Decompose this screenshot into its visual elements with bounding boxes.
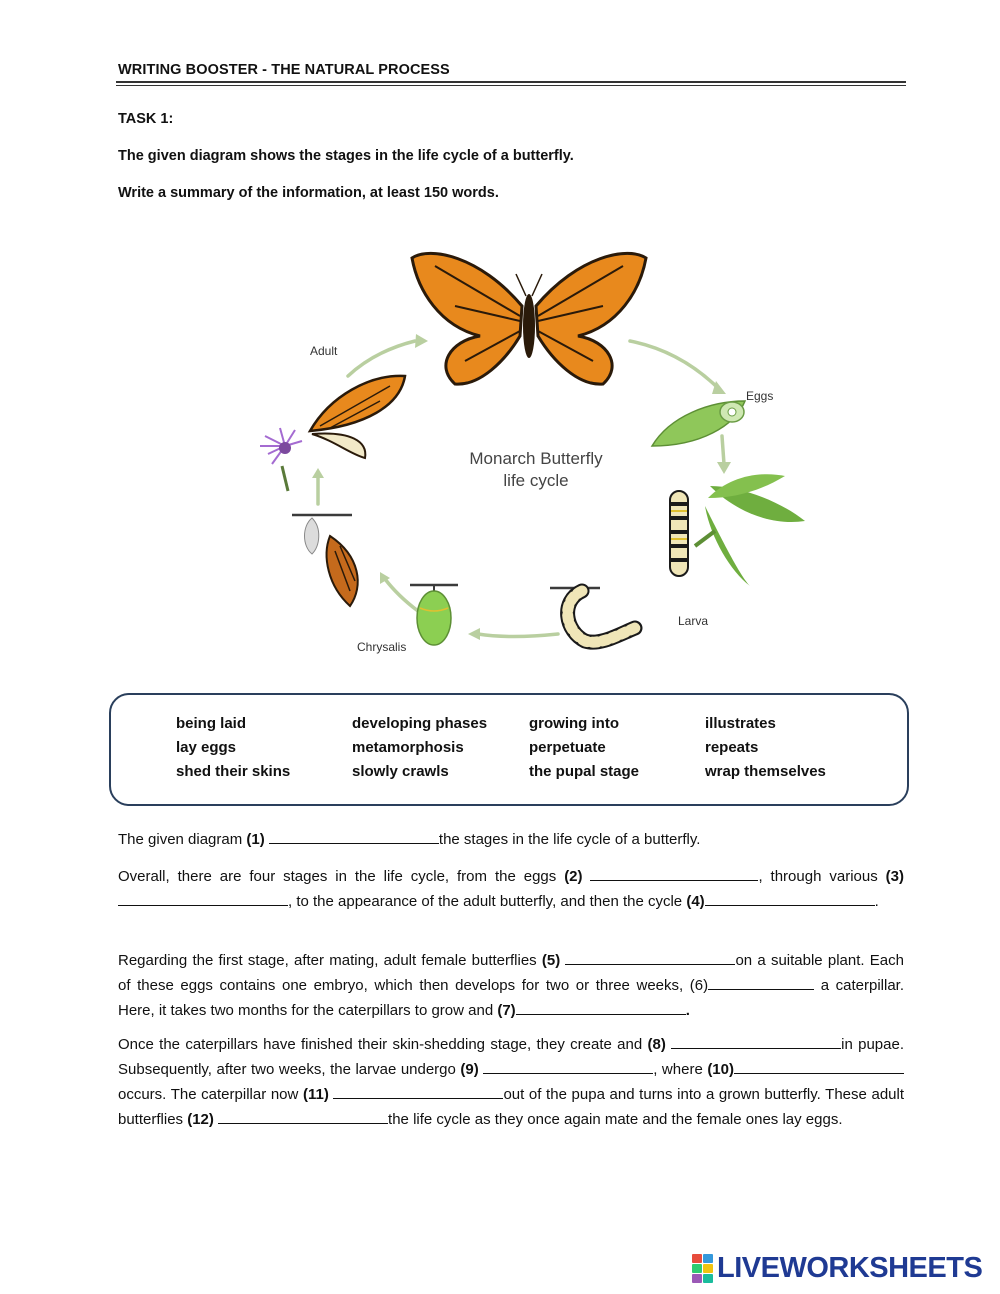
blank-number-7: (7) [497,1002,516,1019]
paragraph-4 [118,1032,904,1132]
label-larva: Larva [678,614,709,628]
blank-number-4: (4) [686,893,705,910]
cycle-arrow-adult-to-top [348,341,415,376]
paragraph-text: in pupae. Subsequently, after two weeks, the larvae undergo [118,1036,905,1078]
logo-blocks-icon [692,1254,714,1282]
word-bank-item: perpetuate [529,739,606,756]
word-bank-item: developing phases [352,715,488,732]
answer-blank-12[interactable] [218,1107,388,1124]
answer-blank-5[interactable] [565,948,735,965]
blank-number-5: (5) [541,952,566,969]
blank-number-11: (11) [302,1086,334,1103]
word-bank-item: the pupal stage [529,763,640,780]
blank-number-3: (3) [885,868,904,885]
answer-blank-8[interactable] [671,1032,841,1049]
word-bank-item: illustrates [705,715,776,732]
word-bank-item: slowly crawls [352,763,449,780]
label-adult: Adult [310,344,338,358]
diagram-title-line-1: Monarch Butterfly [469,449,603,468]
paragraph-text: a caterpillar. Here, it takes two months for the caterpillars to grow and [118,977,905,1019]
paragraph-text: Regarding the first stage, after mating, adult female butterflies [118,952,542,969]
task-label: TASK 1: [118,111,174,127]
answer-blank-3[interactable] [118,889,288,906]
adult-on-flower-illustration [260,376,405,491]
blank-number-12: (12) [187,1111,219,1128]
cycle-arrow-eggs-to-larva [722,436,724,464]
blank-number-8: (8) [647,1036,672,1053]
adult-butterfly-illustration [412,253,646,384]
label-eggs: Eggs [746,389,774,403]
answer-blank-6[interactable] [708,973,814,990]
paragraph-text: Overall, there are four stages in the life cycle, from the eggs [118,868,565,885]
paragraph-text: out of the pupa and turns into a grown butterfly. These adult butterflies [118,1086,905,1128]
larva-illustration [670,474,805,586]
answer-blank-9[interactable] [483,1057,653,1074]
answer-blank-1[interactable] [269,827,439,844]
liveworksheets-logo [692,1253,982,1283]
chrysalis-illustration [410,585,458,645]
eggs-illustration [652,401,745,446]
paragraph-text: , to the appearance of the adult butterfly, and then the cycle [288,893,687,910]
blank-number-9: (9) [460,1061,484,1078]
blank-number-2: (2) [564,868,591,885]
paragraph-text: , where [653,1061,708,1078]
word-bank-item: growing into [529,715,619,732]
paragraph-text: occurs. The caterpillar now [118,1086,303,1103]
page-header-title: WRITING BOOSTER - THE NATURAL PROCESS [118,62,450,78]
diagram-title-line-2: life cycle [503,471,569,490]
paragraph-text: Once the caterpillars have finished their skin-shedding stage, they create and [118,1036,648,1053]
paragraph-text: the life cycle as they once again mate and the female ones lay eggs. [388,1111,843,1128]
header-divider [116,81,906,86]
word-bank-item: metamorphosis [352,739,464,756]
word-bank-item: shed their skins [176,763,291,780]
word-bank-item: lay eggs [176,739,237,756]
paragraph-text: the stages in the life cycle of a butterfly. [438,831,701,848]
j-caterpillar-illustration [550,588,635,642]
answer-blank-11[interactable] [333,1082,503,1099]
paragraph-text: . [874,893,879,910]
blank-number-1: (1) [246,831,269,848]
paragraph-text: . [685,1002,690,1019]
word-bank-item: being laid [176,715,247,732]
answer-blank-4[interactable] [705,889,875,906]
word-bank-item: repeats [705,739,759,756]
paragraph-text: , through various [758,868,886,885]
paragraph-text: The given diagram [118,831,247,848]
logo-text: LIVEWORKSHEETS [717,1252,983,1284]
answer-blank-7[interactable] [516,998,686,1015]
task-prompt-line-2: Write a summary of the information, at least 150 words. [118,185,499,201]
paragraph-3 [118,948,904,1023]
answer-blank-2[interactable] [590,864,758,881]
cycle-arrow-larva-to-pupa [478,634,558,637]
word-bank [176,714,881,781]
word-bank-item: wrap themselves [705,763,826,780]
blank-number-10: (10) [707,1061,734,1078]
task-prompt-line-1: The given diagram shows the stages in the life cycle of a butterfly. [118,148,574,164]
emerging-butterfly-illustration [292,515,358,606]
cycle-arrow-top-to-eggs [630,341,718,388]
life-cycle-diagram [240,236,820,666]
paragraph-1 [118,827,904,852]
label-chrysalis: Chrysalis [357,640,407,654]
answer-blank-10[interactable] [734,1057,904,1074]
paragraph-text: on a suitable plant. Each of these eggs contains one embryo, which then develops for two or three weeks, (6) [118,952,904,994]
paragraph-2 [118,864,904,914]
